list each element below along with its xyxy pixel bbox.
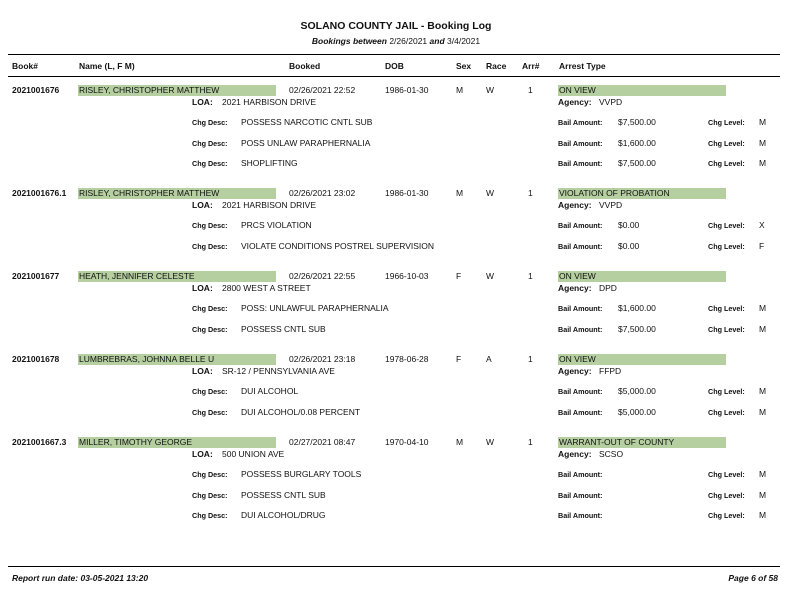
arrest-number: 1 [528, 85, 533, 95]
bail-amount-label: Bail Amount: [558, 324, 603, 334]
book-number: 2021001676 [12, 85, 60, 95]
report-title: SOLANO COUNTY JAIL - Booking Log [300, 20, 492, 32]
bail-amount-label: Bail Amount: [558, 118, 603, 127]
loa-value: 2021 HARBISON DRIVE [222, 200, 317, 210]
booking-record [0, 354, 792, 434]
report-run-date: Report run date: 03-05-2021 13:20 [12, 573, 149, 583]
agency-value: DPD [599, 283, 617, 293]
chg-level-label: Chg Level: [708, 304, 745, 313]
col-arrest-type: Arrest Type [559, 61, 606, 71]
col-sex: Sex [456, 61, 472, 71]
chg-level-label: Chg Level: [708, 387, 745, 396]
chg-level-value: F [759, 240, 765, 251]
page-number: Page 6 of 58 [728, 573, 778, 583]
chg-level-value: M [759, 323, 767, 334]
dob: 1986-01-30 [385, 188, 429, 198]
inmate-name: RISLEY, CHRISTOPHER MATTHEW [78, 188, 276, 199]
chg-desc-value: POSSESS CNTL SUB [241, 489, 326, 500]
booked-datetime: 02/26/2021 23:18 [289, 354, 356, 364]
chg-level-label: Chg Level: [708, 221, 745, 230]
chg-level-value: M [759, 137, 767, 148]
chg-desc-label: Chg Desc: [192, 138, 228, 148]
agency-label: Agency: [558, 200, 592, 210]
dob: 1986-01-30 [385, 85, 429, 95]
bail-amount-value: $0.00 [618, 240, 640, 251]
inmate-name: LUMBREBRAS, JOHNNA BELLE U [78, 354, 276, 365]
bail-amount-label: Bail Amount: [558, 470, 603, 479]
book-number: 2021001678 [12, 354, 60, 364]
col-booked: Booked [289, 61, 321, 71]
dob: 1966-10-03 [385, 271, 429, 281]
chg-level-label: Chg Level: [708, 511, 745, 520]
booked-datetime: 02/26/2021 23:02 [289, 188, 356, 198]
chg-level-value: M [759, 117, 767, 127]
chg-level-label: Chg Level: [708, 241, 745, 251]
col-race: Race [486, 61, 507, 71]
arrest-type: WARRANT-OUT OF COUNTY [558, 437, 726, 448]
date-from: 2/26/2021 [389, 36, 428, 46]
arrest-type: ON VIEW [558, 85, 726, 96]
col-name: Name (L, F M) [79, 61, 135, 71]
chg-desc-label: Chg Desc: [192, 324, 228, 334]
chg-level-value: M [759, 469, 767, 479]
book-number: 2021001667.3 [12, 437, 67, 447]
booked-datetime: 02/26/2021 22:55 [289, 271, 356, 281]
loa-value: SR-12 / PENNSYLVANIA AVE [222, 366, 335, 376]
chg-level-label: Chg Level: [708, 324, 745, 334]
booking-record [0, 188, 792, 268]
loa-label: LOA: [192, 97, 213, 107]
arrest-type: ON VIEW [558, 271, 726, 282]
sex: F [456, 354, 462, 364]
arrest-number: 1 [528, 437, 533, 447]
sex: M [456, 437, 464, 447]
chg-level-value: M [759, 158, 767, 168]
chg-desc-value: DUI ALCOHOL [241, 386, 299, 396]
chg-level-value: M [759, 303, 767, 313]
chg-level-label: Chg Level: [708, 407, 745, 417]
bail-amount-value: $1,600.00 [618, 303, 656, 313]
bail-amount-value: $7,500.00 [618, 117, 656, 127]
sex: M [456, 188, 464, 198]
race: W [486, 188, 495, 198]
chg-desc-label: Chg Desc: [192, 304, 228, 313]
chg-desc-label: Chg Desc: [192, 118, 228, 127]
report-subtitle [0, 36, 792, 46]
arrest-number: 1 [528, 271, 533, 281]
bail-amount-label: Bail Amount: [558, 138, 603, 148]
chg-level-value: X [759, 220, 765, 230]
inmate-name: RISLEY, CHRISTOPHER MATTHEW [78, 85, 276, 96]
chg-desc-label: Chg Desc: [192, 387, 228, 396]
inmate-name: MILLER, TIMOTHY GEORGE [78, 437, 276, 448]
chg-desc-value: POSS UNLAW PARAPHERNALIA [241, 137, 371, 148]
booking-record [0, 85, 792, 168]
footer-rule [8, 566, 780, 567]
agency-value: VVPD [599, 200, 623, 210]
agency-label: Agency: [558, 449, 592, 459]
bail-amount-label: Bail Amount: [558, 304, 603, 313]
header-rule-top [8, 54, 780, 55]
bail-amount-value: $0.00 [618, 220, 640, 230]
agency-label: Agency: [558, 97, 592, 107]
loa-label: LOA: [192, 200, 213, 210]
dob: 1970-04-10 [385, 437, 429, 447]
date-to: 3/4/2021 [447, 36, 481, 46]
chg-level-label: Chg Level: [708, 159, 745, 168]
dob: 1978-06-28 [385, 354, 429, 364]
bail-amount-value: $5,000.00 [618, 406, 656, 417]
loa-value: 500 UNION AVE [222, 449, 285, 459]
booked-datetime: 02/26/2021 22:52 [289, 85, 356, 95]
col-arr: Arr# [522, 61, 540, 71]
chg-desc-value: POSSESS BURGLARY TOOLS [241, 469, 362, 479]
inmate-name: HEATH, JENNIFER CELESTE [78, 271, 276, 282]
race: W [486, 271, 495, 281]
arrest-type: ON VIEW [558, 354, 726, 365]
chg-desc-value: VIOLATE CONDITIONS POSTREL SUPERVISION [241, 240, 435, 251]
bail-amount-label: Bail Amount: [558, 241, 603, 251]
col-dob: DOB [385, 61, 404, 71]
bail-amount-value: $7,500.00 [618, 158, 656, 168]
bail-amount-label: Bail Amount: [558, 159, 603, 168]
col-book: Book# [12, 61, 38, 71]
subtitle-prefix: Bookings between [311, 36, 387, 46]
book-number: 2021001676.1 [12, 188, 67, 198]
chg-desc-label: Chg Desc: [192, 159, 228, 168]
bail-amount-value: $5,000.00 [618, 386, 656, 396]
loa-label: LOA: [192, 283, 213, 293]
subtitle-and: and [429, 36, 445, 46]
chg-desc-label: Chg Desc: [192, 490, 228, 500]
bail-amount-label: Bail Amount: [558, 407, 603, 417]
chg-level-label: Chg Level: [708, 118, 745, 127]
booked-datetime: 02/27/2021 08:47 [289, 437, 356, 447]
header-rule-bottom [8, 76, 780, 77]
agency-value: VVPD [599, 97, 623, 107]
agency-label: Agency: [558, 366, 592, 376]
agency-value: SCSO [599, 449, 624, 459]
chg-level-label: Chg Level: [708, 470, 745, 479]
chg-desc-value: POSSESS NARCOTIC CNTL SUB [241, 117, 373, 127]
loa-label: LOA: [192, 366, 213, 376]
chg-level-value: M [759, 406, 767, 417]
chg-level-value: M [759, 386, 767, 396]
book-number: 2021001677 [12, 271, 60, 281]
chg-level-label: Chg Level: [708, 490, 745, 500]
chg-desc-label: Chg Desc: [192, 407, 228, 417]
bail-amount-label: Bail Amount: [558, 221, 603, 230]
race: A [486, 354, 492, 364]
agency-label: Agency: [558, 283, 592, 293]
bail-amount-value: $7,500.00 [618, 323, 656, 334]
sex: F [456, 271, 462, 281]
sex: M [456, 85, 464, 95]
chg-level-value: M [759, 510, 767, 520]
booking-record [0, 271, 792, 351]
chg-desc-label: Chg Desc: [192, 241, 228, 251]
race: W [486, 85, 495, 95]
arrest-number: 1 [528, 354, 533, 364]
bail-amount-value: $1,600.00 [618, 137, 656, 148]
chg-desc-label: Chg Desc: [192, 221, 228, 230]
loa-value: 2021 HARBISON DRIVE [222, 97, 317, 107]
chg-desc-value: SHOPLIFTING [241, 158, 298, 168]
chg-desc-label: Chg Desc: [192, 511, 228, 520]
race: W [486, 437, 495, 447]
bail-amount-label: Bail Amount: [558, 511, 603, 520]
chg-desc-value: DUI ALCOHOL/DRUG [241, 510, 326, 520]
chg-desc-value: PRCS VIOLATION [241, 220, 312, 230]
loa-label: LOA: [192, 449, 213, 459]
chg-desc-label: Chg Desc: [192, 470, 228, 479]
chg-desc-value: DUI ALCOHOL/0.08 PERCENT [241, 406, 361, 417]
chg-desc-value: POSSESS CNTL SUB [241, 323, 326, 334]
loa-value: 2800 WEST A STREET [222, 283, 311, 293]
arrest-type: VIOLATION OF PROBATION [558, 188, 726, 199]
booking-record [0, 437, 792, 520]
chg-desc-value: POSS: UNLAWFUL PARAPHERNALIA [241, 303, 389, 313]
bail-amount-label: Bail Amount: [558, 490, 603, 500]
chg-level-value: M [759, 489, 767, 500]
agency-value: FFPD [599, 366, 622, 376]
chg-level-label: Chg Level: [708, 138, 745, 148]
arrest-number: 1 [528, 188, 533, 198]
bail-amount-label: Bail Amount: [558, 387, 603, 396]
